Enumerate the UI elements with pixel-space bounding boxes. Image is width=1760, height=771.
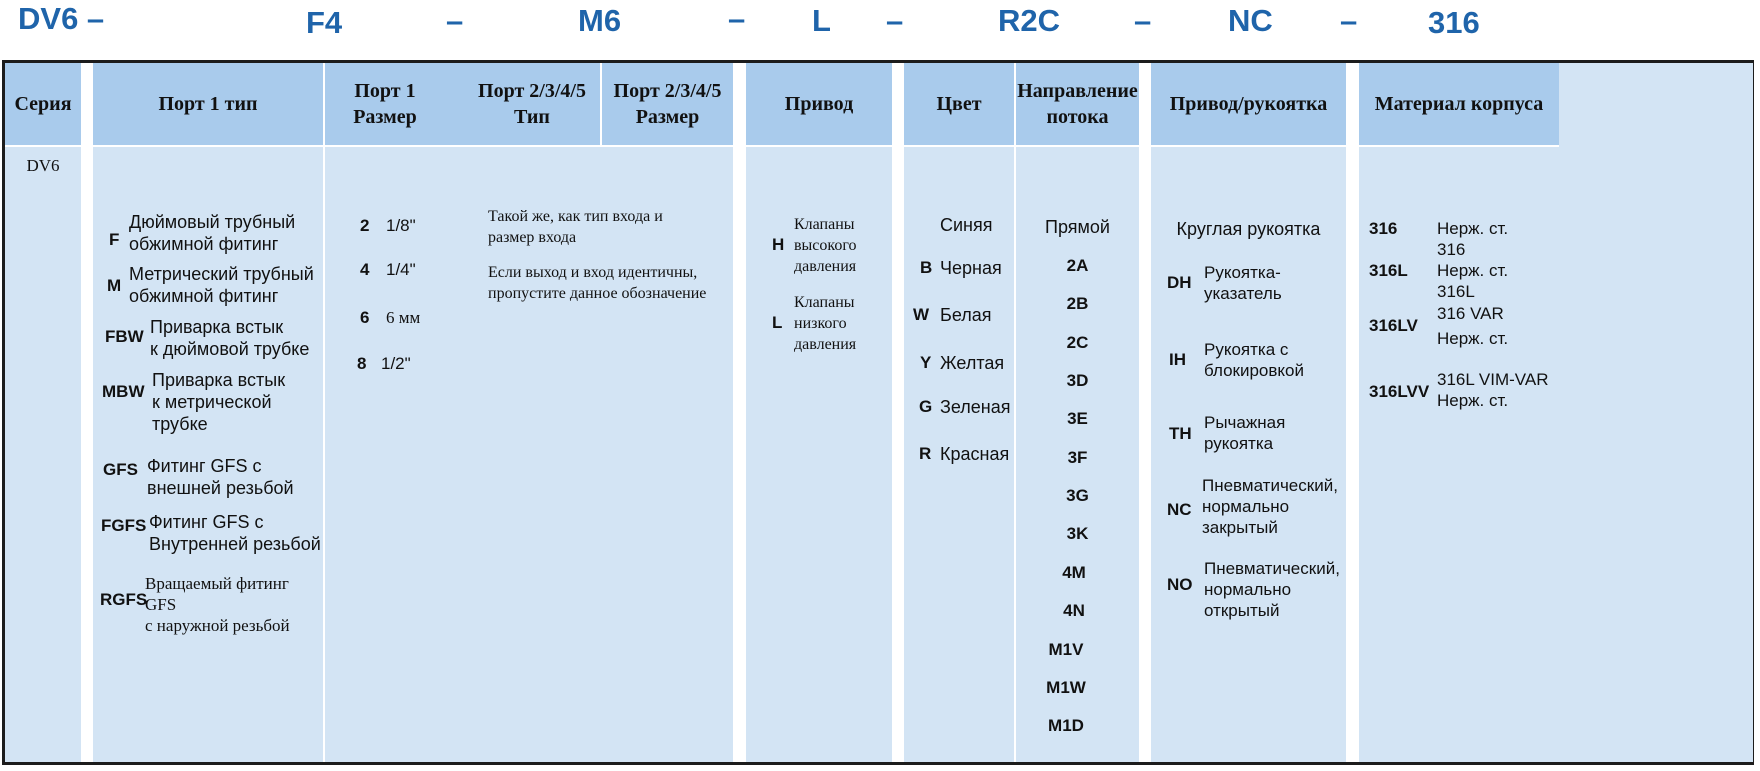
port1-type-desc: Приварка встык к дюймовой трубке <box>150 317 310 359</box>
color-code: R <box>919 444 932 463</box>
port1-type-desc: Дюймовый трубный обжимной фитинг <box>129 212 296 254</box>
header-port2-size: Порт 2/3/4/5 Размер <box>602 63 733 147</box>
material-desc: 316L VIM-VAR Нерж. ст. <box>1437 370 1549 410</box>
code-port1: F4 <box>306 5 343 40</box>
color-label: Зеленая <box>940 397 1011 417</box>
port1-size-value: 1/2" <box>381 354 411 373</box>
flow-code: 3D <box>1066 371 1089 390</box>
flow-code: M1D <box>1048 716 1084 735</box>
color-label: Черная <box>940 258 1002 278</box>
handle-code: NO <box>1167 575 1193 594</box>
port1-type-desc: Вращаемый фитинг GFS с наружной резьбой <box>145 574 290 635</box>
code-separator: – <box>728 1 746 36</box>
code-handle: NC <box>1228 3 1273 38</box>
material-desc: 316 VAR Нерж. ст. <box>1437 304 1509 348</box>
column-port2 <box>464 63 733 762</box>
port1-type-desc: Фитинг GFS с Внутренней резьбой <box>149 512 321 554</box>
header-actuator: Привод <box>746 63 892 147</box>
port1-size-code: 4 <box>360 260 370 279</box>
column-series <box>5 63 81 762</box>
port1-type-desc: Приварка встык к метрической трубке <box>152 370 286 434</box>
flow-default: Прямой <box>1045 217 1110 237</box>
material-code: 316 <box>1369 219 1398 238</box>
actuator-desc: Клапаны низкого давления <box>794 294 857 353</box>
code-separator: – <box>1340 3 1358 38</box>
port1-type-code: F <box>109 230 120 249</box>
color-default: Синяя <box>940 215 993 235</box>
header-series: Серия <box>5 63 81 147</box>
header-flow: Направление потока <box>1016 63 1139 147</box>
flow-code: M1W <box>1046 678 1086 697</box>
color-label: Желтая <box>940 353 1005 373</box>
port1-size-value: 1/4" <box>386 260 416 279</box>
color-label: Красная <box>940 444 1010 464</box>
column-actuator <box>746 63 892 762</box>
separator <box>600 63 602 147</box>
handle-desc: Пневматический, нормально открытый <box>1204 559 1340 620</box>
port1-size-value: 1/8" <box>386 216 416 235</box>
flow-code: 4N <box>1063 601 1085 620</box>
code-separator: – <box>446 3 464 38</box>
port1-type-code: M <box>107 276 122 295</box>
port1-type-desc: Метрический трубный обжимной фитинг <box>129 264 314 306</box>
material-code: 316LVV <box>1369 382 1430 401</box>
handle-desc: Рукоятка- указатель <box>1204 263 1282 303</box>
port1-type-code: MBW <box>102 382 145 401</box>
port1-type-code: RGFS <box>100 590 148 609</box>
handle-desc: Рычажная рукоятка <box>1204 413 1286 453</box>
header-handle: Привод/рукоятка <box>1151 63 1346 147</box>
port1-type-code: FGFS <box>101 516 147 535</box>
color-label: Белая <box>940 305 992 325</box>
flow-code: 2B <box>1066 294 1089 313</box>
handle-code: IH <box>1169 350 1186 369</box>
flow-code: 3E <box>1067 409 1088 428</box>
series-value: DV6 <box>26 156 60 175</box>
code-series: DV6 – <box>18 1 105 36</box>
header-port1-size-cell: Порт 1 Размер <box>353 80 417 128</box>
port1-size-code: 6 <box>360 308 370 327</box>
material-code: 316L <box>1369 261 1408 280</box>
handle-desc: Пневматический, нормально закрытый <box>1202 476 1338 537</box>
flow-code: 2C <box>1066 333 1089 352</box>
flow-code: 3F <box>1067 448 1088 467</box>
actuator-desc: Клапаны высокого давления <box>794 216 857 275</box>
code-separator: – <box>886 3 904 38</box>
port2-note: Такой же, как тип входа и размер входа Если выход и вход идентичны, пропустите данное обозначение <box>488 208 707 302</box>
material-code: 316LV <box>1369 316 1418 335</box>
material-desc: Нерж. ст. 316L <box>1437 261 1509 301</box>
flow-code: M1V <box>1048 640 1084 659</box>
header-color: Цвет <box>904 63 1014 147</box>
color-code: G <box>919 397 933 416</box>
column-body-material <box>1359 63 1753 762</box>
color-code: W <box>913 305 930 324</box>
handle-code: DH <box>1167 273 1192 292</box>
handle-desc: Рукоятка с блокировкой <box>1204 340 1304 380</box>
actuator-code: H <box>772 235 785 254</box>
material-desc: Нерж. ст. 316 <box>1437 219 1509 259</box>
column-handle <box>1151 63 1346 762</box>
code-separator: – <box>1134 3 1152 38</box>
header-port2-type: Порт 2/3/4/5 Тип <box>464 63 600 147</box>
port1-size-code: 2 <box>360 216 370 235</box>
port1-size-value: 6 мм <box>386 308 421 327</box>
port1-type-code: GFS <box>103 460 138 479</box>
port1-size-code: 8 <box>357 354 367 373</box>
code-material: 316 <box>1428 5 1480 40</box>
actuator-code: L <box>772 313 783 332</box>
color-code: B <box>920 258 933 277</box>
handle-default: Круглая рукоятка <box>1176 219 1321 239</box>
column-color-flow <box>904 63 1139 762</box>
port1-type-code: FBW <box>105 327 144 346</box>
color-code: Y <box>920 353 932 372</box>
flow-code: 3G <box>1066 486 1089 505</box>
flow-code: 4M <box>1062 563 1086 582</box>
flow-code: 2A <box>1066 256 1089 275</box>
handle-code: TH <box>1169 424 1192 443</box>
port1-type-desc: Фитинг GFS с внешней резьбой <box>147 456 294 498</box>
flow-code: 3K <box>1066 524 1089 543</box>
code-port2: M6 <box>578 3 622 38</box>
handle-code: NC <box>1167 500 1192 519</box>
code-actuator: L <box>812 3 831 38</box>
code-color-flow: R2C <box>998 3 1061 38</box>
header-body-material: Материал корпуса <box>1359 63 1559 147</box>
separator <box>323 63 325 762</box>
header-port1-type: Порт 1 тип <box>93 63 323 147</box>
